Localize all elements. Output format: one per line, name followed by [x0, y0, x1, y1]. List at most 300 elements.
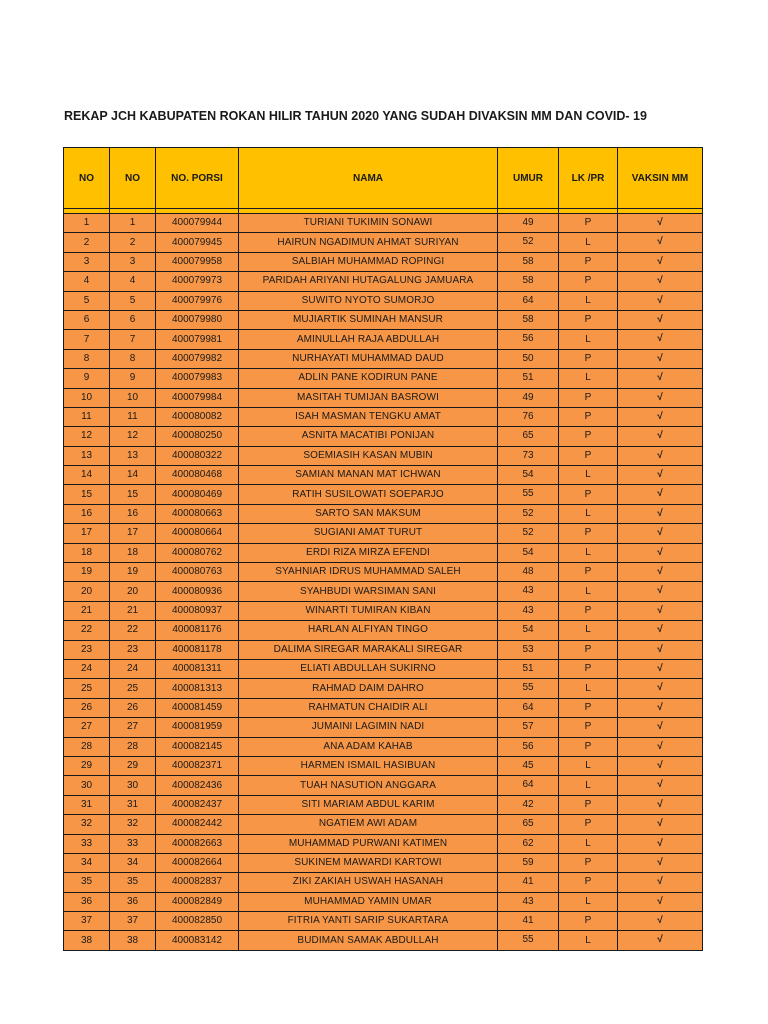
cell-umur: 55 — [498, 485, 559, 504]
cell-umur: 56 — [498, 330, 559, 349]
cell-no: 34 — [64, 853, 110, 872]
cell-umur: 54 — [498, 621, 559, 640]
cell-lk-pr: P — [559, 853, 618, 872]
cell-vaksin-mm: √ — [618, 776, 703, 795]
cell-umur: 57 — [498, 718, 559, 737]
cell-no-2: 10 — [110, 388, 156, 407]
cell-nama: FITRIA YANTI SARIP SUKARTARA — [239, 912, 498, 931]
cell-umur: 42 — [498, 795, 559, 814]
cell-lk-pr: L — [559, 892, 618, 911]
cell-no-2: 18 — [110, 543, 156, 562]
cell-no-porsi: 400082663 — [156, 834, 239, 853]
cell-no-2: 22 — [110, 621, 156, 640]
cell-vaksin-mm: √ — [618, 349, 703, 368]
cell-lk-pr: L — [559, 330, 618, 349]
cell-no: 2 — [64, 233, 110, 252]
table-row — [64, 407, 703, 426]
cell-umur: 52 — [498, 233, 559, 252]
cell-lk-pr: P — [559, 349, 618, 368]
cell-no: 1 — [64, 214, 110, 233]
cell-no-2: 15 — [110, 485, 156, 504]
table-row — [64, 756, 703, 775]
table-row — [64, 310, 703, 329]
table-row — [64, 524, 703, 543]
header-umur: UMUR — [498, 148, 559, 209]
cell-no-2: 23 — [110, 640, 156, 659]
cell-lk-pr: P — [559, 214, 618, 233]
cell-lk-pr: P — [559, 427, 618, 446]
cell-lk-pr: P — [559, 485, 618, 504]
cell-nama: ANA ADAM KAHAB — [239, 737, 498, 756]
cell-vaksin-mm: √ — [618, 815, 703, 834]
cell-nama: SITI MARIAM ABDUL KARIM — [239, 795, 498, 814]
cell-no: 3 — [64, 252, 110, 271]
cell-no-porsi: 400080936 — [156, 582, 239, 601]
table-row — [64, 427, 703, 446]
cell-no: 36 — [64, 892, 110, 911]
header-nama: NAMA — [239, 148, 498, 209]
cell-no-porsi: 400080937 — [156, 601, 239, 620]
table-row — [64, 349, 703, 368]
cell-no-2: 31 — [110, 795, 156, 814]
cell-no: 20 — [64, 582, 110, 601]
cell-umur: 64 — [498, 291, 559, 310]
cell-no-2: 9 — [110, 369, 156, 388]
cell-no: 21 — [64, 601, 110, 620]
cell-no-2: 29 — [110, 756, 156, 775]
cell-no-porsi: 400081459 — [156, 698, 239, 717]
cell-umur: 65 — [498, 427, 559, 446]
cell-vaksin-mm: √ — [618, 504, 703, 523]
cell-no: 27 — [64, 718, 110, 737]
document-title: REKAP JCH KABUPATEN ROKAN HILIR TAHUN 2020 YANG SUDAH DIVAKSIN MM DAN COVID- 19 — [64, 109, 647, 123]
cell-lk-pr: P — [559, 718, 618, 737]
cell-umur: 52 — [498, 524, 559, 543]
cell-vaksin-mm: √ — [618, 679, 703, 698]
cell-no-porsi: 400079983 — [156, 369, 239, 388]
cell-no: 12 — [64, 427, 110, 446]
cell-vaksin-mm: √ — [618, 214, 703, 233]
cell-nama: ELIATI ABDULLAH SUKIRNO — [239, 659, 498, 678]
cell-vaksin-mm: √ — [618, 233, 703, 252]
cell-no-2: 27 — [110, 718, 156, 737]
cell-umur: 41 — [498, 912, 559, 931]
cell-vaksin-mm: √ — [618, 446, 703, 465]
cell-no-2: 1 — [110, 214, 156, 233]
cell-vaksin-mm: √ — [618, 330, 703, 349]
cell-lk-pr: L — [559, 679, 618, 698]
cell-nama: ZIKI ZAKIAH USWAH HASANAH — [239, 873, 498, 892]
cell-no-porsi: 400079982 — [156, 349, 239, 368]
table-row — [64, 543, 703, 562]
header-lk-pr: LK /PR — [559, 148, 618, 209]
cell-no: 23 — [64, 640, 110, 659]
cell-nama: SYAHBUDI WARSIMAN SANI — [239, 582, 498, 601]
cell-nama: SAMIAN MANAN MAT ICHWAN — [239, 466, 498, 485]
cell-vaksin-mm: √ — [618, 427, 703, 446]
cell-no: 24 — [64, 659, 110, 678]
cell-vaksin-mm: √ — [618, 795, 703, 814]
cell-umur: 48 — [498, 563, 559, 582]
cell-no: 8 — [64, 349, 110, 368]
cell-no-porsi: 400083142 — [156, 931, 239, 950]
cell-umur: 65 — [498, 815, 559, 834]
cell-umur: 53 — [498, 640, 559, 659]
cell-lk-pr: P — [559, 912, 618, 931]
cell-lk-pr: P — [559, 737, 618, 756]
cell-no: 13 — [64, 446, 110, 465]
cell-no: 19 — [64, 563, 110, 582]
cell-umur: 49 — [498, 388, 559, 407]
cell-lk-pr: P — [559, 640, 618, 659]
cell-no: 14 — [64, 466, 110, 485]
cell-umur: 59 — [498, 853, 559, 872]
cell-no-2: 7 — [110, 330, 156, 349]
cell-no: 17 — [64, 524, 110, 543]
cell-vaksin-mm: √ — [618, 601, 703, 620]
cell-nama: RATIH SUSILOWATI SOEPARJO — [239, 485, 498, 504]
cell-vaksin-mm: √ — [618, 698, 703, 717]
cell-nama: ASNITA MACATIBI PONIJAN — [239, 427, 498, 446]
table-row — [64, 698, 703, 717]
cell-no-2: 34 — [110, 853, 156, 872]
cell-no-2: 21 — [110, 601, 156, 620]
cell-no-2: 25 — [110, 679, 156, 698]
cell-nama: ERDI RIZA MIRZA EFENDI — [239, 543, 498, 562]
cell-no-2: 3 — [110, 252, 156, 271]
cell-no-2: 8 — [110, 349, 156, 368]
cell-umur: 73 — [498, 446, 559, 465]
cell-lk-pr: L — [559, 233, 618, 252]
cell-lk-pr: L — [559, 834, 618, 853]
cell-no: 22 — [64, 621, 110, 640]
cell-no: 28 — [64, 737, 110, 756]
cell-no-porsi: 400082442 — [156, 815, 239, 834]
cell-lk-pr: P — [559, 272, 618, 291]
table-row — [64, 369, 703, 388]
cell-no-porsi: 400081176 — [156, 621, 239, 640]
table-row — [64, 504, 703, 523]
cell-no-porsi: 400082664 — [156, 853, 239, 872]
cell-lk-pr: P — [559, 252, 618, 271]
cell-vaksin-mm: √ — [618, 543, 703, 562]
cell-no-porsi: 400082437 — [156, 795, 239, 814]
cell-vaksin-mm: √ — [618, 388, 703, 407]
cell-vaksin-mm: √ — [618, 718, 703, 737]
cell-nama: TURIANI TUKIMIN SONAWI — [239, 214, 498, 233]
cell-vaksin-mm: √ — [618, 659, 703, 678]
cell-lk-pr: P — [559, 446, 618, 465]
cell-vaksin-mm: √ — [618, 252, 703, 271]
cell-lk-pr: L — [559, 621, 618, 640]
cell-umur: 43 — [498, 601, 559, 620]
cell-lk-pr: P — [559, 795, 618, 814]
cell-no-2: 12 — [110, 427, 156, 446]
header-no: NO — [64, 148, 110, 209]
cell-no: 32 — [64, 815, 110, 834]
cell-lk-pr: P — [559, 310, 618, 329]
cell-lk-pr: L — [559, 776, 618, 795]
cell-no-porsi: 400080322 — [156, 446, 239, 465]
cell-nama: SUWITO NYOTO SUMORJO — [239, 291, 498, 310]
cell-umur: 52 — [498, 504, 559, 523]
table-row — [64, 388, 703, 407]
cell-no-2: 2 — [110, 233, 156, 252]
cell-umur: 43 — [498, 892, 559, 911]
cell-no-porsi: 400080762 — [156, 543, 239, 562]
cell-no: 9 — [64, 369, 110, 388]
cell-umur: 64 — [498, 698, 559, 717]
cell-nama: HARLAN ALFIYAN TINGO — [239, 621, 498, 640]
cell-vaksin-mm: √ — [618, 582, 703, 601]
cell-umur: 49 — [498, 214, 559, 233]
table-row — [64, 737, 703, 756]
cell-nama: SOEMIASIH KASAN MUBIN — [239, 446, 498, 465]
cell-nama: TUAH NASUTION ANGGARA — [239, 776, 498, 795]
cell-nama: NGATIEM AWI ADAM — [239, 815, 498, 834]
cell-vaksin-mm: √ — [618, 563, 703, 582]
cell-vaksin-mm: √ — [618, 621, 703, 640]
cell-umur: 76 — [498, 407, 559, 426]
cell-vaksin-mm: √ — [618, 272, 703, 291]
cell-nama: SUKINEM MAWARDI KARTOWI — [239, 853, 498, 872]
cell-no-porsi: 400080663 — [156, 504, 239, 523]
cell-lk-pr: P — [559, 388, 618, 407]
cell-vaksin-mm: √ — [618, 291, 703, 310]
cell-no-2: 38 — [110, 931, 156, 950]
table-row — [64, 640, 703, 659]
cell-nama: SARTO SAN MAKSUM — [239, 504, 498, 523]
cell-nama: SYAHNIAR IDRUS MUHAMMAD SALEH — [239, 563, 498, 582]
cell-no-2: 11 — [110, 407, 156, 426]
cell-no-2: 20 — [110, 582, 156, 601]
cell-no-porsi: 400081959 — [156, 718, 239, 737]
cell-no: 18 — [64, 543, 110, 562]
cell-no: 30 — [64, 776, 110, 795]
cell-no-porsi: 400080469 — [156, 485, 239, 504]
cell-vaksin-mm: √ — [618, 873, 703, 892]
table-row — [64, 621, 703, 640]
cell-umur: 51 — [498, 369, 559, 388]
cell-no-porsi: 400081313 — [156, 679, 239, 698]
cell-lk-pr: P — [559, 698, 618, 717]
cell-nama: HAIRUN NGADIMUN AHMAT SURIYAN — [239, 233, 498, 252]
cell-nama: HARMEN ISMAIL HASIBUAN — [239, 756, 498, 775]
cell-no-2: 32 — [110, 815, 156, 834]
header-no-porsi: NO. PORSI — [156, 148, 239, 209]
cell-no-porsi: 400082849 — [156, 892, 239, 911]
cell-no-porsi: 400080082 — [156, 407, 239, 426]
header-no-2: NO — [110, 148, 156, 209]
cell-nama: JUMAINI LAGIMIN NADI — [239, 718, 498, 737]
cell-no-porsi: 400080468 — [156, 466, 239, 485]
cell-vaksin-mm: √ — [618, 931, 703, 950]
cell-lk-pr: L — [559, 466, 618, 485]
cell-nama: NURHAYATI MUHAMMAD DAUD — [239, 349, 498, 368]
table-row — [64, 330, 703, 349]
cell-nama: MUHAMMAD YAMIN UMAR — [239, 892, 498, 911]
cell-no: 37 — [64, 912, 110, 931]
cell-no-porsi: 400082436 — [156, 776, 239, 795]
cell-no-porsi: 400079958 — [156, 252, 239, 271]
table-row — [64, 601, 703, 620]
table-row — [64, 931, 703, 950]
cell-umur: 58 — [498, 252, 559, 271]
cell-no-2: 17 — [110, 524, 156, 543]
table-row — [64, 233, 703, 252]
cell-umur: 58 — [498, 272, 559, 291]
cell-no: 29 — [64, 756, 110, 775]
cell-no-porsi: 400082145 — [156, 737, 239, 756]
cell-nama: MASITAH TUMIJAN BASROWI — [239, 388, 498, 407]
cell-no: 7 — [64, 330, 110, 349]
table-row — [64, 446, 703, 465]
cell-no-porsi: 400079945 — [156, 233, 239, 252]
cell-umur: 43 — [498, 582, 559, 601]
cell-no-2: 14 — [110, 466, 156, 485]
table-row — [64, 466, 703, 485]
cell-vaksin-mm: √ — [618, 369, 703, 388]
cell-lk-pr: P — [559, 563, 618, 582]
cell-nama: BUDIMAN SAMAK ABDULLAH — [239, 931, 498, 950]
cell-no-porsi: 400080250 — [156, 427, 239, 446]
cell-nama: ISAH MASMAN TENGKU AMAT — [239, 407, 498, 426]
cell-vaksin-mm: √ — [618, 524, 703, 543]
cell-no-2: 35 — [110, 873, 156, 892]
cell-no: 15 — [64, 485, 110, 504]
table-row — [64, 485, 703, 504]
table-row — [64, 679, 703, 698]
cell-no-porsi: 400079981 — [156, 330, 239, 349]
cell-vaksin-mm: √ — [618, 834, 703, 853]
cell-no-2: 6 — [110, 310, 156, 329]
cell-nama: DALIMA SIREGAR MARAKALI SIREGAR — [239, 640, 498, 659]
cell-no-porsi: 400082850 — [156, 912, 239, 931]
table-row — [64, 776, 703, 795]
cell-umur: 64 — [498, 776, 559, 795]
table-row — [64, 563, 703, 582]
cell-nama: SALBIAH MUHAMMAD ROPINGI — [239, 252, 498, 271]
cell-no-porsi: 400080664 — [156, 524, 239, 543]
header-vaksin-mm: VAKSIN MM — [618, 148, 703, 209]
cell-vaksin-mm: √ — [618, 485, 703, 504]
cell-no: 6 — [64, 310, 110, 329]
table-row — [64, 815, 703, 834]
cell-nama: WINARTI TUMIRAN KIBAN — [239, 601, 498, 620]
cell-lk-pr: P — [559, 659, 618, 678]
cell-no: 33 — [64, 834, 110, 853]
cell-vaksin-mm: √ — [618, 310, 703, 329]
cell-no-2: 19 — [110, 563, 156, 582]
cell-no-porsi: 400079980 — [156, 310, 239, 329]
cell-no: 31 — [64, 795, 110, 814]
cell-no-2: 26 — [110, 698, 156, 717]
cell-no-2: 36 — [110, 892, 156, 911]
table-row — [64, 214, 703, 233]
cell-lk-pr: P — [559, 873, 618, 892]
cell-no: 25 — [64, 679, 110, 698]
cell-umur: 51 — [498, 659, 559, 678]
cell-no-2: 37 — [110, 912, 156, 931]
cell-umur: 62 — [498, 834, 559, 853]
cell-lk-pr: L — [559, 756, 618, 775]
cell-lk-pr: L — [559, 369, 618, 388]
cell-lk-pr: L — [559, 543, 618, 562]
cell-vaksin-mm: √ — [618, 737, 703, 756]
table-row — [64, 853, 703, 872]
table-row — [64, 912, 703, 931]
cell-nama: PARIDAH ARIYANI HUTAGALUNG JAMUARA — [239, 272, 498, 291]
header-row — [64, 148, 703, 209]
cell-no-porsi: 400079944 — [156, 214, 239, 233]
table-row — [64, 582, 703, 601]
cell-nama: ADLIN PANE KODIRUN PANE — [239, 369, 498, 388]
cell-umur: 50 — [498, 349, 559, 368]
cell-nama: AMINULLAH RAJA ABDULLAH — [239, 330, 498, 349]
cell-nama: RAHMATUN CHAIDIR ALI — [239, 698, 498, 717]
cell-lk-pr: P — [559, 815, 618, 834]
cell-vaksin-mm: √ — [618, 756, 703, 775]
cell-vaksin-mm: √ — [618, 466, 703, 485]
cell-lk-pr: L — [559, 582, 618, 601]
cell-umur: 56 — [498, 737, 559, 756]
rekap-table — [63, 147, 703, 951]
cell-no-porsi: 400079976 — [156, 291, 239, 310]
cell-no-porsi: 400082371 — [156, 756, 239, 775]
cell-umur: 55 — [498, 931, 559, 950]
cell-no-2: 28 — [110, 737, 156, 756]
table-row — [64, 659, 703, 678]
cell-no-porsi: 400079984 — [156, 388, 239, 407]
cell-no-2: 16 — [110, 504, 156, 523]
cell-vaksin-mm: √ — [618, 407, 703, 426]
cell-lk-pr: L — [559, 931, 618, 950]
cell-vaksin-mm: √ — [618, 640, 703, 659]
cell-umur: 55 — [498, 679, 559, 698]
cell-lk-pr: L — [559, 504, 618, 523]
cell-umur: 54 — [498, 543, 559, 562]
cell-no: 26 — [64, 698, 110, 717]
cell-umur: 54 — [498, 466, 559, 485]
cell-no: 4 — [64, 272, 110, 291]
cell-no: 11 — [64, 407, 110, 426]
cell-nama: SUGIANI AMAT TURUT — [239, 524, 498, 543]
cell-no-porsi: 400080763 — [156, 563, 239, 582]
cell-lk-pr: P — [559, 524, 618, 543]
cell-nama: MUHAMMAD PURWANI KATIMEN — [239, 834, 498, 853]
table-row — [64, 291, 703, 310]
cell-no: 38 — [64, 931, 110, 950]
cell-no-2: 13 — [110, 446, 156, 465]
cell-no: 10 — [64, 388, 110, 407]
cell-nama: MUJIARTIK SUMINAH MANSUR — [239, 310, 498, 329]
cell-nama: RAHMAD DAIM DAHRO — [239, 679, 498, 698]
table-row — [64, 892, 703, 911]
cell-vaksin-mm: √ — [618, 892, 703, 911]
cell-no-2: 33 — [110, 834, 156, 853]
cell-no: 35 — [64, 873, 110, 892]
cell-no-porsi: 400081178 — [156, 640, 239, 659]
table-row — [64, 873, 703, 892]
cell-lk-pr: P — [559, 407, 618, 426]
cell-no: 5 — [64, 291, 110, 310]
table-row — [64, 252, 703, 271]
table-row — [64, 834, 703, 853]
cell-umur: 41 — [498, 873, 559, 892]
cell-vaksin-mm: √ — [618, 853, 703, 872]
cell-no-2: 24 — [110, 659, 156, 678]
cell-umur: 45 — [498, 756, 559, 775]
